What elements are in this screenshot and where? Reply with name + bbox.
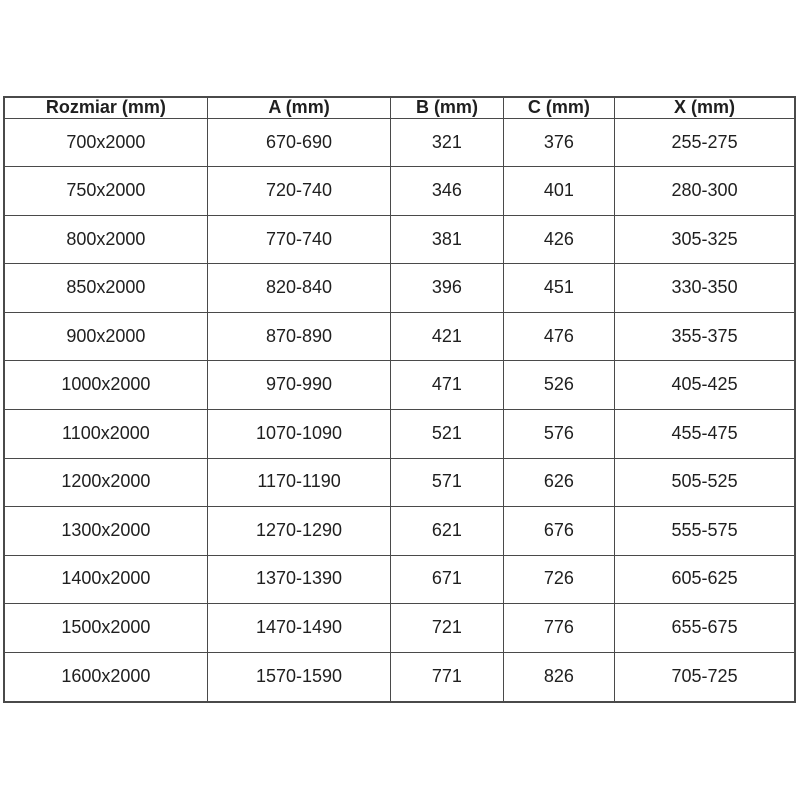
table-row — [4, 215, 795, 264]
table-cell: 355-375 — [615, 312, 795, 361]
table-cell: 820-840 — [207, 264, 391, 313]
table-row — [4, 118, 795, 167]
table-cell: 381 — [391, 215, 503, 264]
table-cell: 571 — [391, 458, 503, 507]
table-cell: 800x2000 — [4, 215, 207, 264]
table-cell: 670-690 — [207, 118, 391, 167]
table-cell: 626 — [503, 458, 615, 507]
table-cell: 376 — [503, 118, 615, 167]
table-cell: 555-575 — [615, 507, 795, 556]
table-cell: 850x2000 — [4, 264, 207, 313]
table-cell: 1270-1290 — [207, 507, 391, 556]
table-cell: 305-325 — [615, 215, 795, 264]
table-cell: 1600x2000 — [4, 652, 207, 702]
table-cell: 771 — [391, 652, 503, 702]
table-cell: 720-740 — [207, 167, 391, 216]
table-cell: 505-525 — [615, 458, 795, 507]
table-row — [4, 361, 795, 410]
table-cell: 826 — [503, 652, 615, 702]
table-cell: 750x2000 — [4, 167, 207, 216]
table-row — [4, 458, 795, 507]
table-cell: 1100x2000 — [4, 409, 207, 458]
table-cell: 405-425 — [615, 361, 795, 410]
table-cell: 321 — [391, 118, 503, 167]
column-header: A (mm) — [207, 97, 391, 118]
table-cell: 776 — [503, 604, 615, 653]
table-cell: 521 — [391, 409, 503, 458]
table-row — [4, 507, 795, 556]
table-cell: 471 — [391, 361, 503, 410]
table-cell: 1200x2000 — [4, 458, 207, 507]
table-cell: 401 — [503, 167, 615, 216]
table-row — [4, 409, 795, 458]
table-cell: 1000x2000 — [4, 361, 207, 410]
table-cell: 426 — [503, 215, 615, 264]
table-cell: 1570-1590 — [207, 652, 391, 702]
table-cell: 700x2000 — [4, 118, 207, 167]
table-cell: 621 — [391, 507, 503, 556]
table-cell: 1500x2000 — [4, 604, 207, 653]
table-cell: 1300x2000 — [4, 507, 207, 556]
table-cell: 970-990 — [207, 361, 391, 410]
column-header: X (mm) — [615, 97, 795, 118]
table-cell: 676 — [503, 507, 615, 556]
column-header: B (mm) — [391, 97, 503, 118]
table-cell: 726 — [503, 555, 615, 604]
table-body — [4, 118, 795, 702]
table-cell: 451 — [503, 264, 615, 313]
table-cell: 476 — [503, 312, 615, 361]
column-header: C (mm) — [503, 97, 615, 118]
header-row — [4, 97, 795, 118]
table-row — [4, 604, 795, 653]
column-header: Rozmiar (mm) — [4, 97, 207, 118]
table-cell: 330-350 — [615, 264, 795, 313]
table-cell: 605-625 — [615, 555, 795, 604]
table-row — [4, 652, 795, 702]
table-cell: 255-275 — [615, 118, 795, 167]
table-cell: 655-675 — [615, 604, 795, 653]
table-cell: 280-300 — [615, 167, 795, 216]
table-cell: 526 — [503, 361, 615, 410]
table-cell: 721 — [391, 604, 503, 653]
table-cell: 1470-1490 — [207, 604, 391, 653]
table-cell: 346 — [391, 167, 503, 216]
table-row — [4, 167, 795, 216]
table-row — [4, 555, 795, 604]
table-cell: 1170-1190 — [207, 458, 391, 507]
table-cell: 1070-1090 — [207, 409, 391, 458]
table-row — [4, 312, 795, 361]
table-cell: 1370-1390 — [207, 555, 391, 604]
table-cell: 421 — [391, 312, 503, 361]
size-table — [3, 96, 796, 703]
table-cell: 576 — [503, 409, 615, 458]
table-row — [4, 264, 795, 313]
table-cell: 900x2000 — [4, 312, 207, 361]
table-cell: 1400x2000 — [4, 555, 207, 604]
table-cell: 770-740 — [207, 215, 391, 264]
table-cell: 870-890 — [207, 312, 391, 361]
table-cell: 671 — [391, 555, 503, 604]
table-cell: 705-725 — [615, 652, 795, 702]
table-cell: 455-475 — [615, 409, 795, 458]
table-cell: 396 — [391, 264, 503, 313]
